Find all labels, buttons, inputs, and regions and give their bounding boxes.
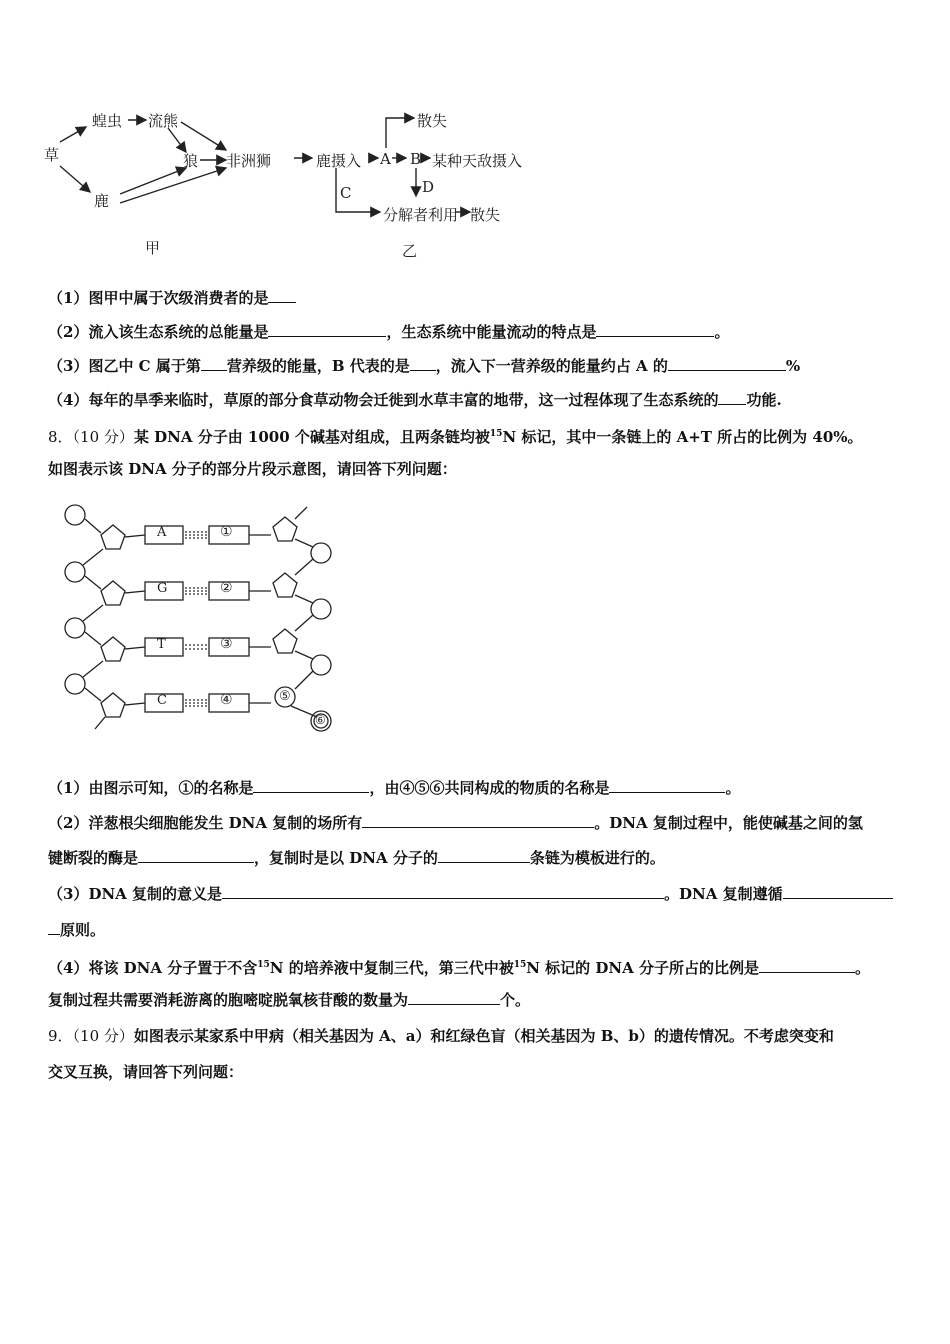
q7-s3-text3: ，流入下一营养级的能量约占 A 的 bbox=[435, 357, 668, 375]
q8-s2-text5: 条链为模板进行的。 bbox=[529, 849, 665, 867]
q8-header bbox=[48, 424, 863, 447]
pair-label: ③ bbox=[220, 636, 233, 652]
phosphate-circle bbox=[311, 599, 331, 619]
q8-s1-text2: ，由④⑤⑥共同构成的物质的名称是 bbox=[369, 779, 610, 797]
q8-s4-text5: 复制过程共需要消耗游离的胞嘧啶脱氧核苷酸的数量为 bbox=[48, 991, 409, 1009]
node-loss-bottom: 散失 bbox=[470, 206, 501, 224]
sugar-pentagon bbox=[101, 525, 125, 549]
q8-sub2-cont bbox=[48, 848, 665, 868]
q8-s1-num: （1） bbox=[48, 779, 89, 797]
base-label: A bbox=[157, 525, 167, 540]
pair-label: ① bbox=[220, 524, 233, 540]
phosphate-circle bbox=[65, 505, 85, 525]
base-label: C bbox=[157, 693, 167, 708]
q7-sub3 bbox=[48, 356, 800, 376]
answer-blank[interactable] bbox=[268, 288, 296, 303]
q7-s4-num: （4） bbox=[48, 391, 89, 409]
caption-yi: 乙 bbox=[402, 242, 418, 260]
node-loss-top: 散失 bbox=[417, 112, 448, 130]
node-predator: 某种天敌摄入 bbox=[432, 152, 523, 170]
dna-diagram bbox=[55, 495, 345, 745]
node-lang: 狼 bbox=[183, 152, 199, 170]
q8-s3-text3: 原则。 bbox=[60, 921, 106, 939]
node-a: A bbox=[380, 150, 391, 168]
q9-header bbox=[48, 1026, 834, 1046]
answer-blank[interactable] bbox=[201, 356, 227, 371]
q9-header-line2 bbox=[48, 1062, 243, 1082]
base-label: G bbox=[157, 581, 168, 596]
q8-s4-sup1: 15 bbox=[257, 960, 270, 970]
q7-s2-num: （2） bbox=[48, 323, 89, 341]
q9-number: 9．（10 分） bbox=[48, 1027, 134, 1045]
q8-s1-text1: 由图示可知，①的名称是 bbox=[88, 779, 254, 797]
q8-s2-text4: ，复制时是以 DNA 分子的 bbox=[254, 849, 438, 867]
q8-head-sup: 15 bbox=[489, 429, 503, 439]
phosphate-circle bbox=[311, 543, 331, 563]
q8-s4-text4: 。 bbox=[855, 959, 871, 977]
q7-sub4 bbox=[48, 390, 782, 410]
q8-s2-text3: 键断裂的酶是 bbox=[48, 849, 139, 867]
node-intake: 鹿摄入 bbox=[316, 152, 362, 170]
answer-blank[interactable] bbox=[596, 322, 714, 337]
phosphate-circle bbox=[65, 618, 85, 638]
answer-blank[interactable] bbox=[222, 884, 664, 899]
q7-s4-text2: 功能. bbox=[746, 391, 782, 409]
sugar-5-label: ⑤ bbox=[279, 689, 291, 704]
q8-number: 8．（10 分） bbox=[48, 428, 134, 446]
q8-s4-text2: N 的培养液中复制三代，第三代中被 bbox=[269, 959, 514, 977]
sugar-pentagon bbox=[101, 581, 125, 605]
sugar-pentagon bbox=[101, 693, 125, 717]
q7-s1-text: 图甲中属于次级消费者的是 bbox=[88, 289, 269, 307]
node-decomposer: 分解者利用 bbox=[383, 206, 459, 224]
answer-blank[interactable] bbox=[759, 958, 855, 973]
sugar-pentagon bbox=[273, 629, 297, 653]
q7-s3-text2: 营养级的能量，B 代表的是 bbox=[226, 357, 410, 375]
q8-s2-text1: 洋葱根尖细胞能发生 DNA 复制的场所有 bbox=[88, 814, 363, 832]
q8-sub3-cont bbox=[48, 920, 105, 940]
q8-s2-num: （2） bbox=[48, 814, 89, 832]
q8-header-line2 bbox=[48, 459, 457, 479]
node-huangchong: 蝗虫 bbox=[92, 112, 123, 130]
answer-blank[interactable] bbox=[783, 884, 893, 899]
base-label: T bbox=[157, 637, 166, 652]
q8-sub4-cont bbox=[48, 990, 530, 1010]
q8-s3-text1: DNA 复制的意义是 bbox=[88, 885, 223, 903]
answer-blank[interactable] bbox=[609, 778, 725, 793]
q8-s4-num: （4） bbox=[48, 959, 89, 977]
answer-blank[interactable] bbox=[362, 813, 594, 828]
q8-sub1 bbox=[48, 778, 740, 798]
q8-sub2 bbox=[48, 813, 863, 833]
q8-sub3 bbox=[48, 884, 893, 904]
answer-blank[interactable] bbox=[253, 778, 369, 793]
q7-s4-text1: 每年的旱季来临时，草原的部分食草动物会迁徙到水草丰富的地带，这一过程体现了生态系统的 bbox=[88, 391, 719, 409]
phosphate-circle bbox=[65, 562, 85, 582]
phosphate-circle bbox=[65, 674, 85, 694]
phosphate-circle bbox=[311, 655, 331, 675]
answer-blank[interactable] bbox=[268, 322, 386, 337]
node-lu: 鹿 bbox=[94, 192, 110, 210]
q7-s2-text3: 。 bbox=[714, 323, 730, 341]
q8-head-text2: N 标记，其中一条链上的 A+T 所占的比例为 40%。 bbox=[502, 428, 863, 446]
q7-s3-num: （3） bbox=[48, 357, 89, 375]
answer-blank[interactable] bbox=[668, 356, 786, 371]
answer-blank[interactable] bbox=[138, 848, 254, 863]
q8-s3-text2: 。DNA 复制遵循 bbox=[664, 885, 783, 903]
answer-blank[interactable] bbox=[48, 920, 60, 935]
answer-blank[interactable] bbox=[408, 990, 500, 1005]
q8-s4-text1: 将该 DNA 分子置于不含 bbox=[88, 959, 258, 977]
q7-sub1 bbox=[48, 288, 296, 308]
answer-blank[interactable] bbox=[410, 356, 436, 371]
answer-blank[interactable] bbox=[438, 848, 530, 863]
q7-sub2 bbox=[48, 322, 729, 342]
pair-label: ② bbox=[220, 580, 233, 596]
q7-s1-num: （1） bbox=[48, 289, 89, 307]
node-cao: 草 bbox=[44, 146, 60, 164]
sugar-pentagon bbox=[101, 637, 125, 661]
q7-s3-text1: 图乙中 C 属于第 bbox=[88, 357, 201, 375]
q8-s2-text2: 。DNA 复制过程中，能使碱基之间的氢 bbox=[594, 814, 863, 832]
sugar-pentagon bbox=[273, 573, 297, 597]
label-d: D bbox=[422, 178, 435, 196]
q7-s2-text1: 流入该生态系统的总能量是 bbox=[88, 323, 269, 341]
node-liuxiong: 流熊 bbox=[148, 112, 179, 130]
q8-sub4 bbox=[48, 955, 870, 978]
q8-s4-text3: N 标记的 DNA 分子所占的比例是 bbox=[526, 959, 759, 977]
caption-jia: 甲 bbox=[145, 239, 161, 257]
phosphate-6-label: ⑥ bbox=[315, 713, 326, 727]
q8-head-line2: 如图表示该 DNA 分子的部分片段示意图，请回答下列问题： bbox=[48, 460, 457, 478]
q8-s4-text6: 个。 bbox=[500, 991, 531, 1009]
label-c: C bbox=[340, 184, 352, 202]
pair-label: ④ bbox=[220, 692, 233, 708]
q7-s2-text2: ，生态系统中能量流动的特点是 bbox=[386, 323, 597, 341]
q8-s3-num: （3） bbox=[48, 885, 89, 903]
sugar-pentagon bbox=[273, 517, 297, 541]
q9-head-text1: 如图表示某家系中甲病（相关基因为 A、a）和红绿色盲（相关基因为 B、b）的遗传情况。不考虑突变和 bbox=[133, 1027, 834, 1045]
q9-head-line2: 交叉互换，请回答下列问题： bbox=[48, 1063, 244, 1081]
q8-s4-sup2: 15 bbox=[513, 960, 527, 970]
answer-blank[interactable] bbox=[718, 390, 746, 405]
q8-s1-text3: 。 bbox=[725, 779, 741, 797]
q7-s3-text4: % bbox=[785, 357, 801, 375]
q8-head-text1: 某 DNA 分子由 1000 个碱基对组成，且两条链均被 bbox=[133, 428, 490, 446]
node-shizi: 非洲狮 bbox=[226, 152, 272, 170]
node-b: B bbox=[410, 150, 422, 168]
